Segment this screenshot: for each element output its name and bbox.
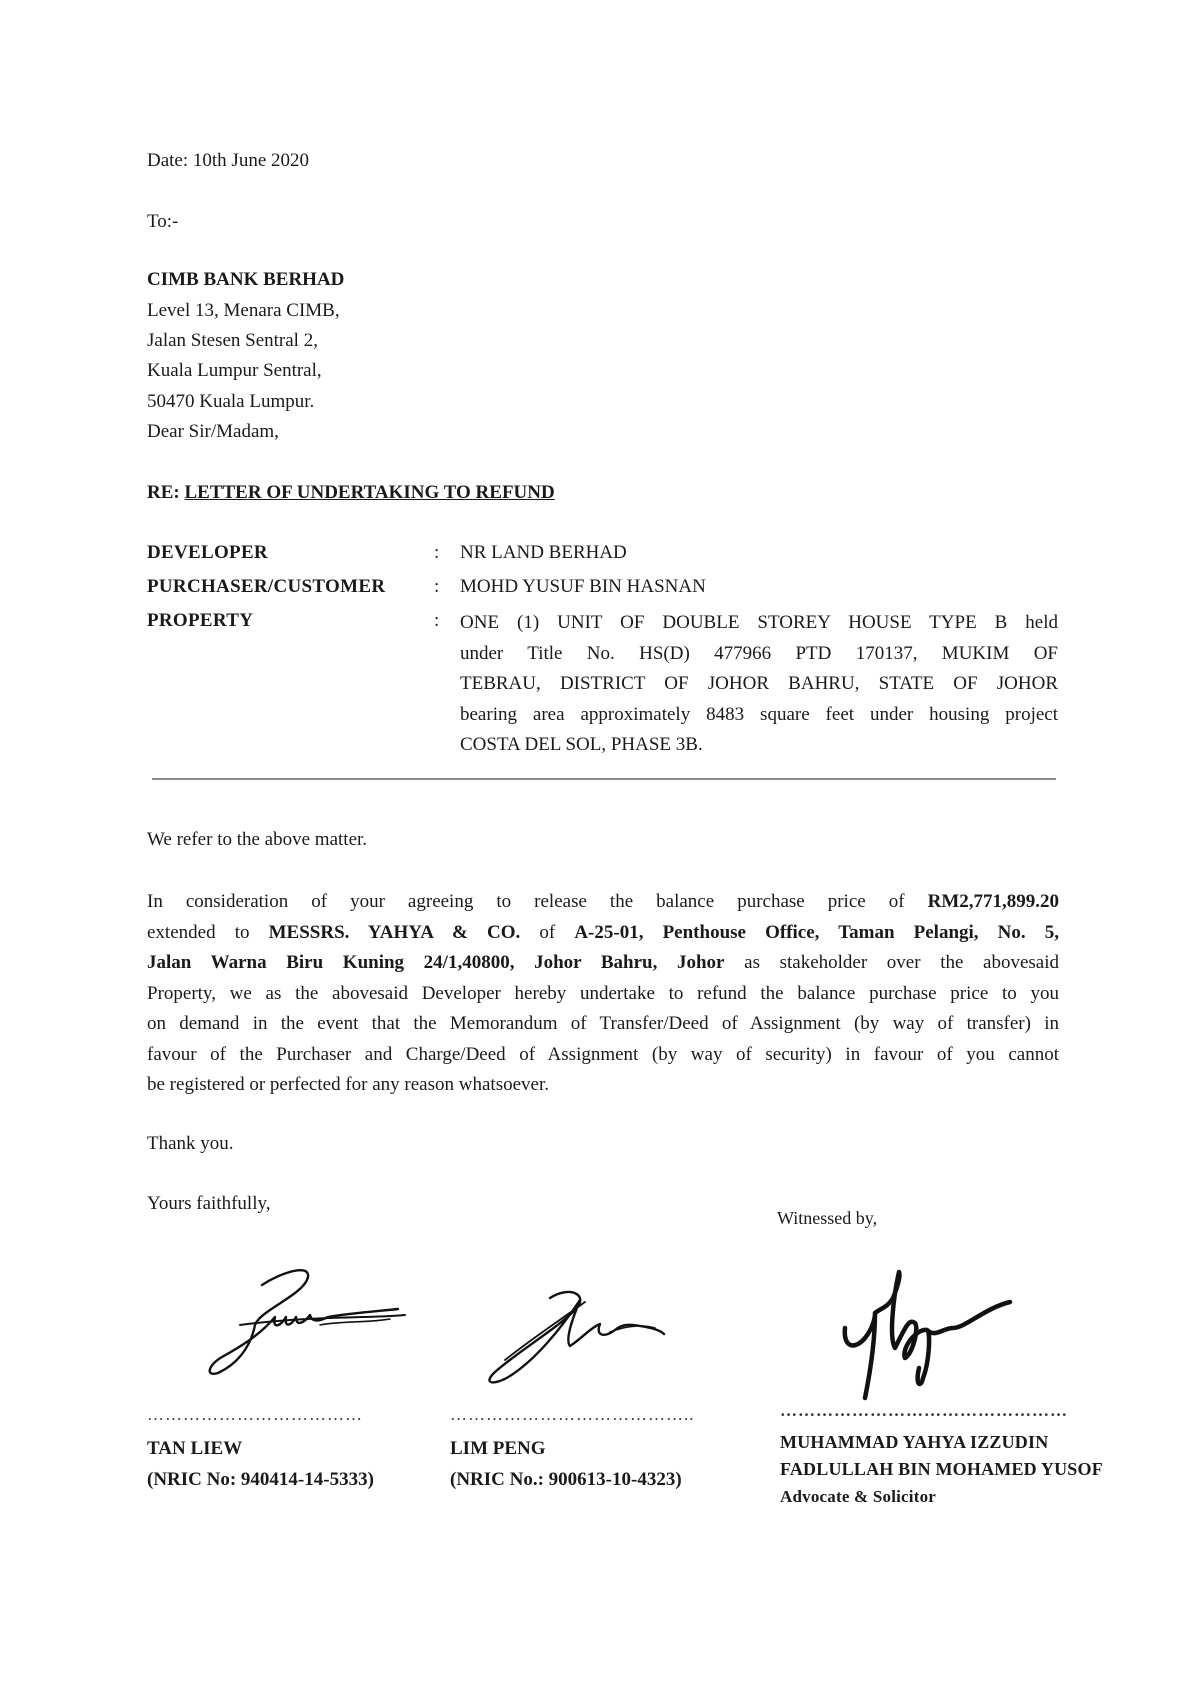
recipient-address-line: 50470 Kuala Lumpur.	[147, 391, 315, 412]
witness-name: MUHAMMAD YAHYA IZZUDIN	[780, 1432, 1049, 1452]
signature-line: …………………………………..	[450, 1405, 695, 1424]
property-line: ONE (1) UNIT OF DOUBLE STOREY HOUSE TYPE B held	[460, 612, 1058, 633]
recipient-address-line: Level 13, Menara CIMB,	[147, 300, 340, 321]
undertaking-paragraph	[147, 887, 1059, 1101]
property-line: TEBRAU, DISTRICT OF JOHOR BAHRU, STATE OF JOHOR	[460, 673, 1058, 694]
property-value	[460, 608, 1058, 761]
section-divider	[152, 778, 1056, 780]
paragraph-line: In consideration of your agreeing to release the balance purchase price of RM2,771,899.20	[147, 891, 1059, 912]
witness-title: Advocate & Solicitor	[780, 1487, 937, 1506]
firm-name: MESSRS. YAHYA & CO.	[268, 921, 521, 943]
paragraph-line: on demand in the event that the Memorandum of Transfer/Deed of Assignment (by way of transfer) in	[147, 1013, 1059, 1034]
signature-line: ………………………………	[147, 1405, 363, 1424]
colon: :	[434, 542, 440, 563]
amount: RM2,771,899.20	[927, 891, 1059, 912]
signature-witness	[835, 1268, 1035, 1408]
signatory-nric: (NRIC No: 940414-14-5333)	[147, 1469, 374, 1490]
firm-address: Jalan Warna Biru Kuning 24/1,40800, Johor Bahru, Johor	[147, 952, 725, 973]
firm-address: A-25-01, Penthouse Office, Taman Pelangi, No. 5,	[574, 921, 1060, 943]
witness-block	[780, 1429, 1103, 1510]
signatory-name: LIM PENG	[450, 1438, 546, 1459]
paragraph-line: extended to MESSRS. YAHYA & CO. of A-25-01, Penthouse Office, Taman Pelangi, No. 5,	[147, 921, 1060, 943]
intro-text: We refer to the above matter.	[147, 829, 368, 850]
signature-lim-peng	[480, 1280, 670, 1390]
signatory-name: TAN LIEW	[147, 1438, 243, 1459]
witness-name: FADLULLAH BIN MOHAMED YUSOF	[780, 1459, 1103, 1479]
signatory-block	[147, 1433, 374, 1495]
salutation: Dear Sir/Madam,	[147, 421, 279, 442]
colon: :	[434, 610, 440, 631]
signature-line: …………………………………………	[780, 1401, 1068, 1420]
colon: :	[434, 576, 440, 597]
paragraph-line: Jalan Warna Biru Kuning 24/1,40800, Johor Bahru, Johor as stakeholder over the abovesaid	[147, 952, 1060, 973]
to-label: To:-	[147, 211, 179, 232]
recipient-address-line: Kuala Lumpur Sentral,	[147, 360, 322, 381]
property-line: under Title No. HS(D) 477966 PTD 170137, MUKIM OF	[460, 642, 1058, 664]
recipient-address-line: Jalan Stesen Sentral 2,	[147, 330, 318, 351]
signature-tan-liew	[200, 1255, 410, 1385]
paragraph-line: be registered or perfected for any reason whatsoever.	[147, 1074, 549, 1095]
signatory-nric: (NRIC No.: 900613-10-4323)	[450, 1469, 682, 1490]
property-line: bearing area approximately 8483 square feet under housing project	[460, 703, 1058, 725]
paragraph-line: Property, we as the abovesaid Developer hereby undertake to refund the balance purchase price to you	[147, 982, 1059, 1004]
witness-label: Witnessed by,	[777, 1208, 878, 1228]
thanks-text: Thank you.	[147, 1133, 234, 1154]
property-label: PROPERTY	[147, 610, 254, 631]
purchaser-label: PURCHASER/CUSTOMER	[147, 576, 386, 597]
closing-text: Yours faithfully,	[147, 1193, 271, 1214]
property-line: COSTA DEL SOL, PHASE 3B.	[460, 734, 703, 755]
subject-prefix: RE:	[147, 482, 180, 503]
subject-title: LETTER OF UNDERTAKING TO REFUND	[184, 482, 555, 503]
purchaser-value: MOHD YUSUF BIN HASNAN	[460, 576, 706, 597]
developer-label: DEVELOPER	[147, 542, 268, 563]
signatory-block	[450, 1433, 682, 1495]
recipient-name: CIMB BANK BERHAD	[147, 269, 345, 290]
developer-value: NR LAND BERHAD	[460, 542, 627, 563]
paragraph-line: favour of the Purchaser and Charge/Deed of Assignment (by way of security) in favour of you cannot	[147, 1043, 1059, 1065]
letter-date: Date: 10th June 2020	[147, 150, 310, 171]
subject-line	[147, 478, 555, 508]
